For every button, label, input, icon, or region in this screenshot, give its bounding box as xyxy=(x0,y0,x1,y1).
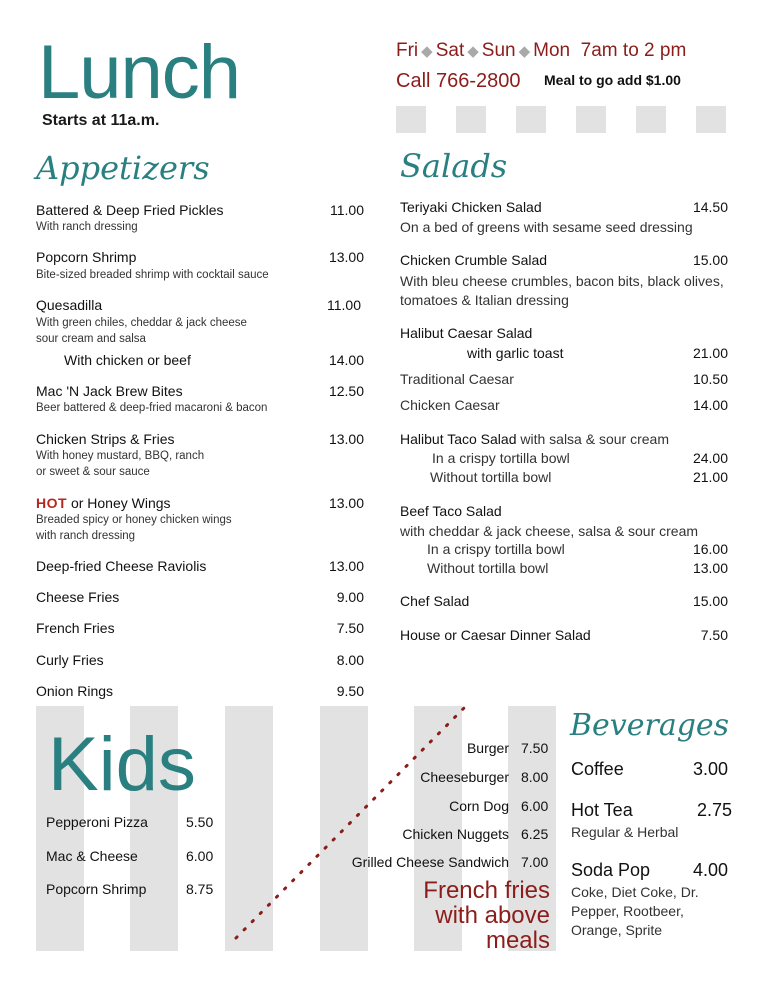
meal-name: Burger xyxy=(466,740,509,756)
meal-name: Cheeseburger xyxy=(420,769,509,785)
decor-square xyxy=(696,106,726,133)
salads-heading: Salads xyxy=(400,147,508,185)
item-desc: sour cream and salsa xyxy=(36,333,146,345)
item-name: Halibut Caesar Salad xyxy=(400,325,533,341)
item-desc: Bite-sized breaded shrimp with cocktail sauce xyxy=(36,269,269,281)
item-desc: Coke, Diet Coke, Dr. xyxy=(571,884,699,900)
appetizers-heading: Appetizers xyxy=(36,149,210,187)
item-name: Traditional Caesar xyxy=(400,371,514,387)
item-price: 15.00 xyxy=(692,593,728,609)
item-name: House or Caesar Dinner Salad xyxy=(400,627,591,643)
to-go-note: Meal to go add $1.00 xyxy=(544,72,681,88)
item-name: Popcorn Shrimp xyxy=(36,249,137,265)
item-name: Quesadilla xyxy=(36,297,103,313)
item-desc: with cheddar & jack cheese, salsa & sour cream xyxy=(400,523,699,539)
meal-name: Chicken Nuggets xyxy=(402,826,509,842)
item-name: Pepperoni Pizza xyxy=(46,814,148,830)
meal-price: 6.25 xyxy=(521,826,549,842)
item-option: Without tortilla bowl xyxy=(427,560,549,576)
item-name: Soda Pop xyxy=(571,860,651,880)
item-desc: Regular & Herbal xyxy=(571,824,679,840)
item-price: 10.50 xyxy=(692,371,728,387)
item-option-price: 14.00 xyxy=(328,352,364,368)
decor-square xyxy=(636,106,666,133)
meal-price: 7.00 xyxy=(521,854,549,870)
item-price: 7.50 xyxy=(700,627,728,643)
item-price: 4.00 xyxy=(693,860,729,880)
item-name: Curly Fries xyxy=(36,652,104,668)
item-name: Cheese Fries xyxy=(36,589,120,605)
item-option: In a crispy tortilla bowl xyxy=(432,450,570,466)
item-desc: With green chiles, cheddar & jack cheese xyxy=(36,317,247,329)
item-name: Mac 'N Jack Brew Bites xyxy=(36,383,183,399)
meal-price: 8.00 xyxy=(521,769,549,785)
item-desc: On a bed of greens with sesame seed dressing xyxy=(400,219,693,235)
note-line: French fries xyxy=(423,877,550,904)
beverages-heading: Beverages xyxy=(570,708,730,743)
item-name: French Fries xyxy=(36,620,115,636)
item-price: 8.00 xyxy=(336,652,364,668)
fries-note xyxy=(380,878,550,953)
day-sun: Sun xyxy=(481,40,516,61)
item-price: 13.00 xyxy=(328,495,364,511)
item-name: Onion Rings xyxy=(36,683,114,699)
item-price: 2.75 xyxy=(697,800,733,820)
item-desc: With ranch dressing xyxy=(36,221,138,233)
item-desc: tomatoes & Italian dressing xyxy=(400,292,569,308)
diamond-icon: ◆ xyxy=(467,43,479,60)
item-price: 15.00 xyxy=(692,252,728,268)
item-name: Popcorn Shrimp xyxy=(46,881,147,897)
hours: 7am to 2 pm xyxy=(580,40,687,61)
item-option: In a crispy tortilla bowl xyxy=(427,541,565,557)
page-title: Lunch xyxy=(38,30,241,115)
item-desc: with ranch dressing xyxy=(36,530,136,542)
item-sub: with garlic toast xyxy=(467,345,564,361)
item-name: Hot Tea xyxy=(571,800,633,820)
diamond-icon: ◆ xyxy=(421,43,433,60)
item-name: Battered & Deep Fried Pickles xyxy=(36,202,224,218)
item-price: 11.00 xyxy=(330,202,364,218)
item-name-text: Halibut Taco Salad xyxy=(400,431,517,447)
item-desc: With honey mustard, BBQ, ranch xyxy=(36,450,205,462)
item-price: 9.00 xyxy=(336,589,364,605)
item-desc: Beer battered & deep-fried macaroni & bacon xyxy=(36,402,268,414)
decor-square xyxy=(456,106,486,133)
item-price: 9.50 xyxy=(336,683,364,699)
day-mon: Mon xyxy=(533,40,571,61)
item-price: 13.00 xyxy=(328,249,364,265)
item-name: Beef Taco Salad xyxy=(400,503,502,519)
decor-square xyxy=(396,106,426,133)
item-name: Deep-fried Cheese Raviolis xyxy=(36,558,207,574)
item-name: Teriyaki Chicken Salad xyxy=(400,199,542,215)
item-option: With chicken or beef xyxy=(64,352,191,368)
item-name: Mac & Cheese xyxy=(46,848,138,864)
item-price: 14.00 xyxy=(692,397,728,413)
item-price: 12.50 xyxy=(328,383,364,399)
hot-label: HOT xyxy=(36,495,68,511)
item-name: Chicken Crumble Salad xyxy=(400,252,548,268)
phone-number: Call 766-2800 xyxy=(396,70,521,92)
diamond-icon: ◆ xyxy=(518,43,531,60)
item-price: 21.00 xyxy=(692,345,728,361)
item-price: 13.00 xyxy=(328,558,364,574)
item-price: 6.00 xyxy=(186,848,214,864)
item-name: Chef Salad xyxy=(400,593,470,609)
item-desc: Breaded spicy or honey chicken wings xyxy=(36,514,232,526)
days-hours xyxy=(396,40,686,62)
item-price: 11.00 xyxy=(327,297,361,313)
decor-square xyxy=(516,106,546,133)
item-price: 7.50 xyxy=(336,620,364,636)
item-name xyxy=(36,495,171,511)
item-name xyxy=(400,431,669,447)
item-desc: or sweet & sour sauce xyxy=(36,466,150,478)
meal-name: Corn Dog xyxy=(449,798,509,814)
day-sat: Sat xyxy=(435,40,465,61)
note-line: meals xyxy=(485,927,550,954)
note-line: with above xyxy=(435,902,550,929)
item-price: 13.00 xyxy=(328,431,364,447)
day-fri: Fri xyxy=(396,40,419,61)
item-option-price: 16.00 xyxy=(692,541,728,557)
start-time: Starts at 11a.m. xyxy=(42,112,160,129)
item-desc: with salsa & sour cream xyxy=(520,431,669,447)
meal-price: 7.50 xyxy=(521,740,549,756)
item-option: Without tortilla bowl xyxy=(430,469,552,485)
item-name: Coffee xyxy=(571,759,624,779)
item-price: 8.75 xyxy=(186,881,214,897)
meal-name: Grilled Cheese Sandwich xyxy=(351,854,509,870)
decor-square xyxy=(576,106,606,133)
item-option-price: 24.00 xyxy=(692,450,728,466)
item-desc: Orange, Sprite xyxy=(571,922,663,938)
item-name: Chicken Strips & Fries xyxy=(36,431,175,447)
item-option-price: 21.00 xyxy=(692,469,728,485)
item-price: 3.00 xyxy=(693,759,729,779)
item-name-rest: or Honey Wings xyxy=(67,495,171,511)
item-option-price: 13.00 xyxy=(692,560,728,576)
kids-heading: Kids xyxy=(48,722,196,807)
item-price: 14.50 xyxy=(692,199,728,215)
item-desc: With bleu cheese crumbles, bacon bits, black olives, xyxy=(400,273,724,289)
meal-price: 6.00 xyxy=(521,798,549,814)
item-name: Chicken Caesar xyxy=(400,397,500,413)
item-price: 5.50 xyxy=(186,814,214,830)
item-desc: Pepper, Rootbeer, xyxy=(571,903,684,919)
